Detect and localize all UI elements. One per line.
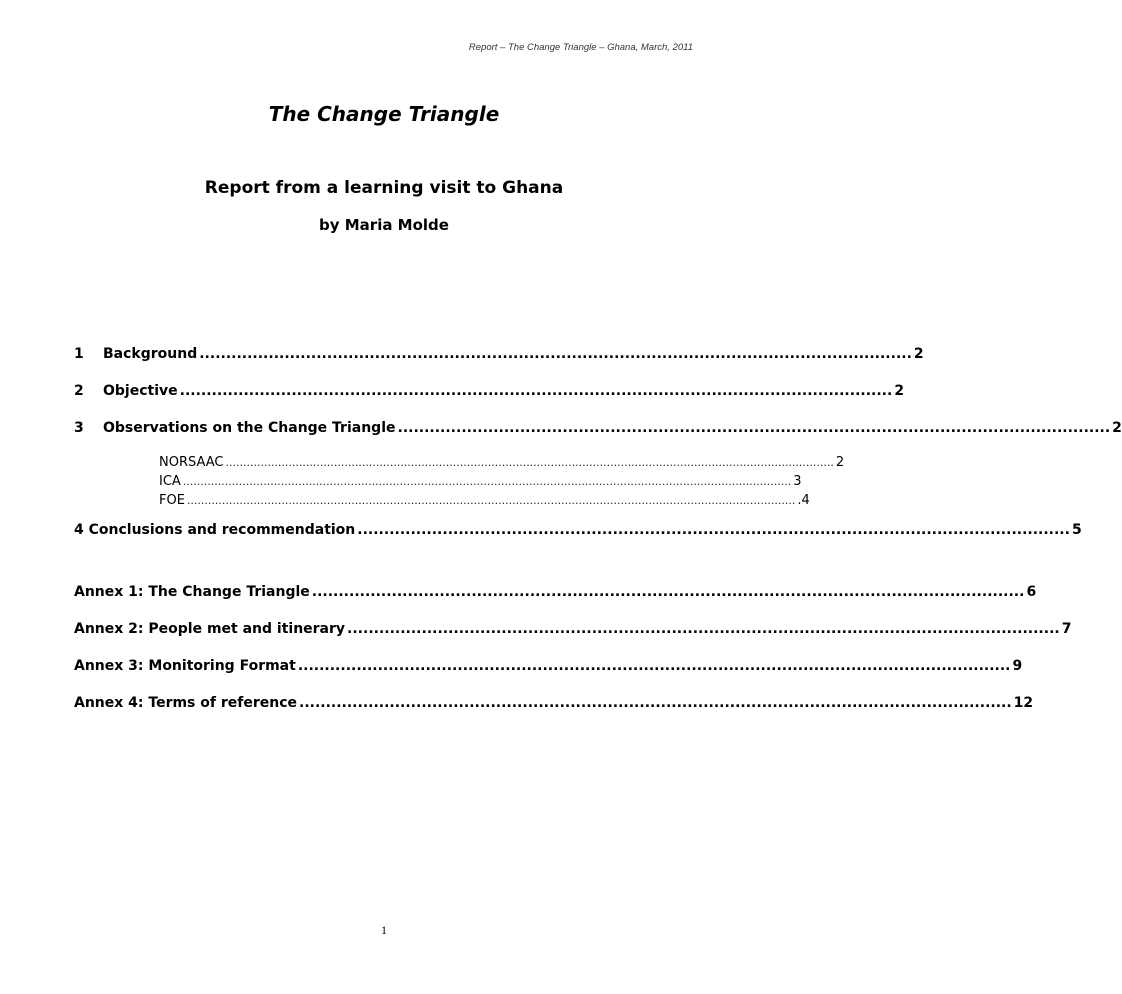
toc-subentry-ica[interactable]: [159, 474, 802, 489]
toc-entry-label: Annex 2: People met and itinerary: [74, 621, 346, 637]
toc-entry-page: 6: [1026, 584, 1037, 600]
document-author: by Maria Molde: [319, 216, 449, 234]
toc-leader-dots: ......................................................................................................................................: [311, 584, 1025, 600]
toc-leader-dots: ......................................................................................................................................: [179, 383, 893, 399]
toc-leader-dots: ......................................................................................................................................: [297, 658, 1011, 674]
toc-leader-dots: ......................................................................................................................................: [199, 346, 912, 362]
toc-entry-page: 2: [913, 346, 924, 362]
toc-entry-number: 1: [74, 346, 84, 362]
toc-entry-label: Annex 1: The Change Triangle: [74, 584, 310, 600]
toc-entry-annex-2[interactable]: [74, 621, 1072, 637]
toc-entry-label: Annex 4: Terms of reference: [74, 695, 297, 711]
toc-entry-page: 2: [894, 383, 905, 399]
toc-entry-background[interactable]: [74, 346, 924, 362]
toc-subentry-label: NORSAAC: [159, 455, 224, 470]
toc-leader-dots: ......................................................................................................................................: [299, 695, 1012, 711]
toc-entry-annex-4[interactable]: [74, 695, 1034, 711]
document-title: The Change Triangle: [268, 102, 500, 126]
toc-leader-dots: ......................................................................................................................................: [397, 420, 1111, 436]
toc-subentry-page: 3: [793, 474, 802, 489]
toc-subentry-page: 2: [835, 455, 845, 470]
toc-entry-label: Annex 3: Monitoring Format: [74, 658, 296, 674]
toc-entry-annex-3[interactable]: [74, 658, 1023, 674]
toc-entry-page: 2: [1112, 420, 1122, 436]
document-subtitle: Report from a learning visit to Ghana: [204, 178, 564, 198]
toc-subentry-label: FOE: [159, 493, 185, 508]
running-header: Report – The Change Triangle – Ghana, March, 2011: [468, 42, 693, 53]
toc-leader-dots: ......................................................................................................................................: [357, 522, 1070, 538]
toc-subentry-label: ICA: [159, 474, 181, 489]
toc-entry-label: Observations on the Change Triangle: [103, 420, 396, 436]
toc-entry-conclusions[interactable]: [74, 522, 1082, 538]
toc-entry-page: 5: [1071, 522, 1082, 538]
toc-entry-page: 9: [1012, 658, 1023, 674]
toc-entry-annex-1[interactable]: [74, 584, 1037, 600]
toc-entry-number: 3: [74, 420, 84, 436]
toc-entry-label: Background: [103, 346, 198, 362]
toc-entry-label: Objective: [103, 383, 178, 399]
toc-entry-objective[interactable]: [74, 383, 905, 399]
toc-entry-observations[interactable]: [74, 420, 1122, 436]
toc-entry-label: 4 Conclusions and recommendation: [74, 522, 356, 538]
toc-subentry-norsaac[interactable]: [159, 455, 845, 470]
toc-leader-dots: ..............................................................................................................................................................................: [182, 475, 792, 488]
toc-leader-dots: ..............................................................................................................................................................................: [186, 494, 796, 507]
toc-subentry-foe[interactable]: [159, 493, 810, 508]
toc-entry-page: 12: [1013, 695, 1034, 711]
toc-entry-number: 2: [74, 383, 84, 399]
page-number: 1: [381, 923, 387, 937]
toc-leader-dots: ......................................................................................................................................: [347, 621, 1060, 637]
toc-entry-page: 7: [1061, 621, 1072, 637]
toc-leader-dots: ..............................................................................................................................................................................: [225, 456, 834, 469]
toc-subentry-page: .4: [797, 493, 810, 508]
